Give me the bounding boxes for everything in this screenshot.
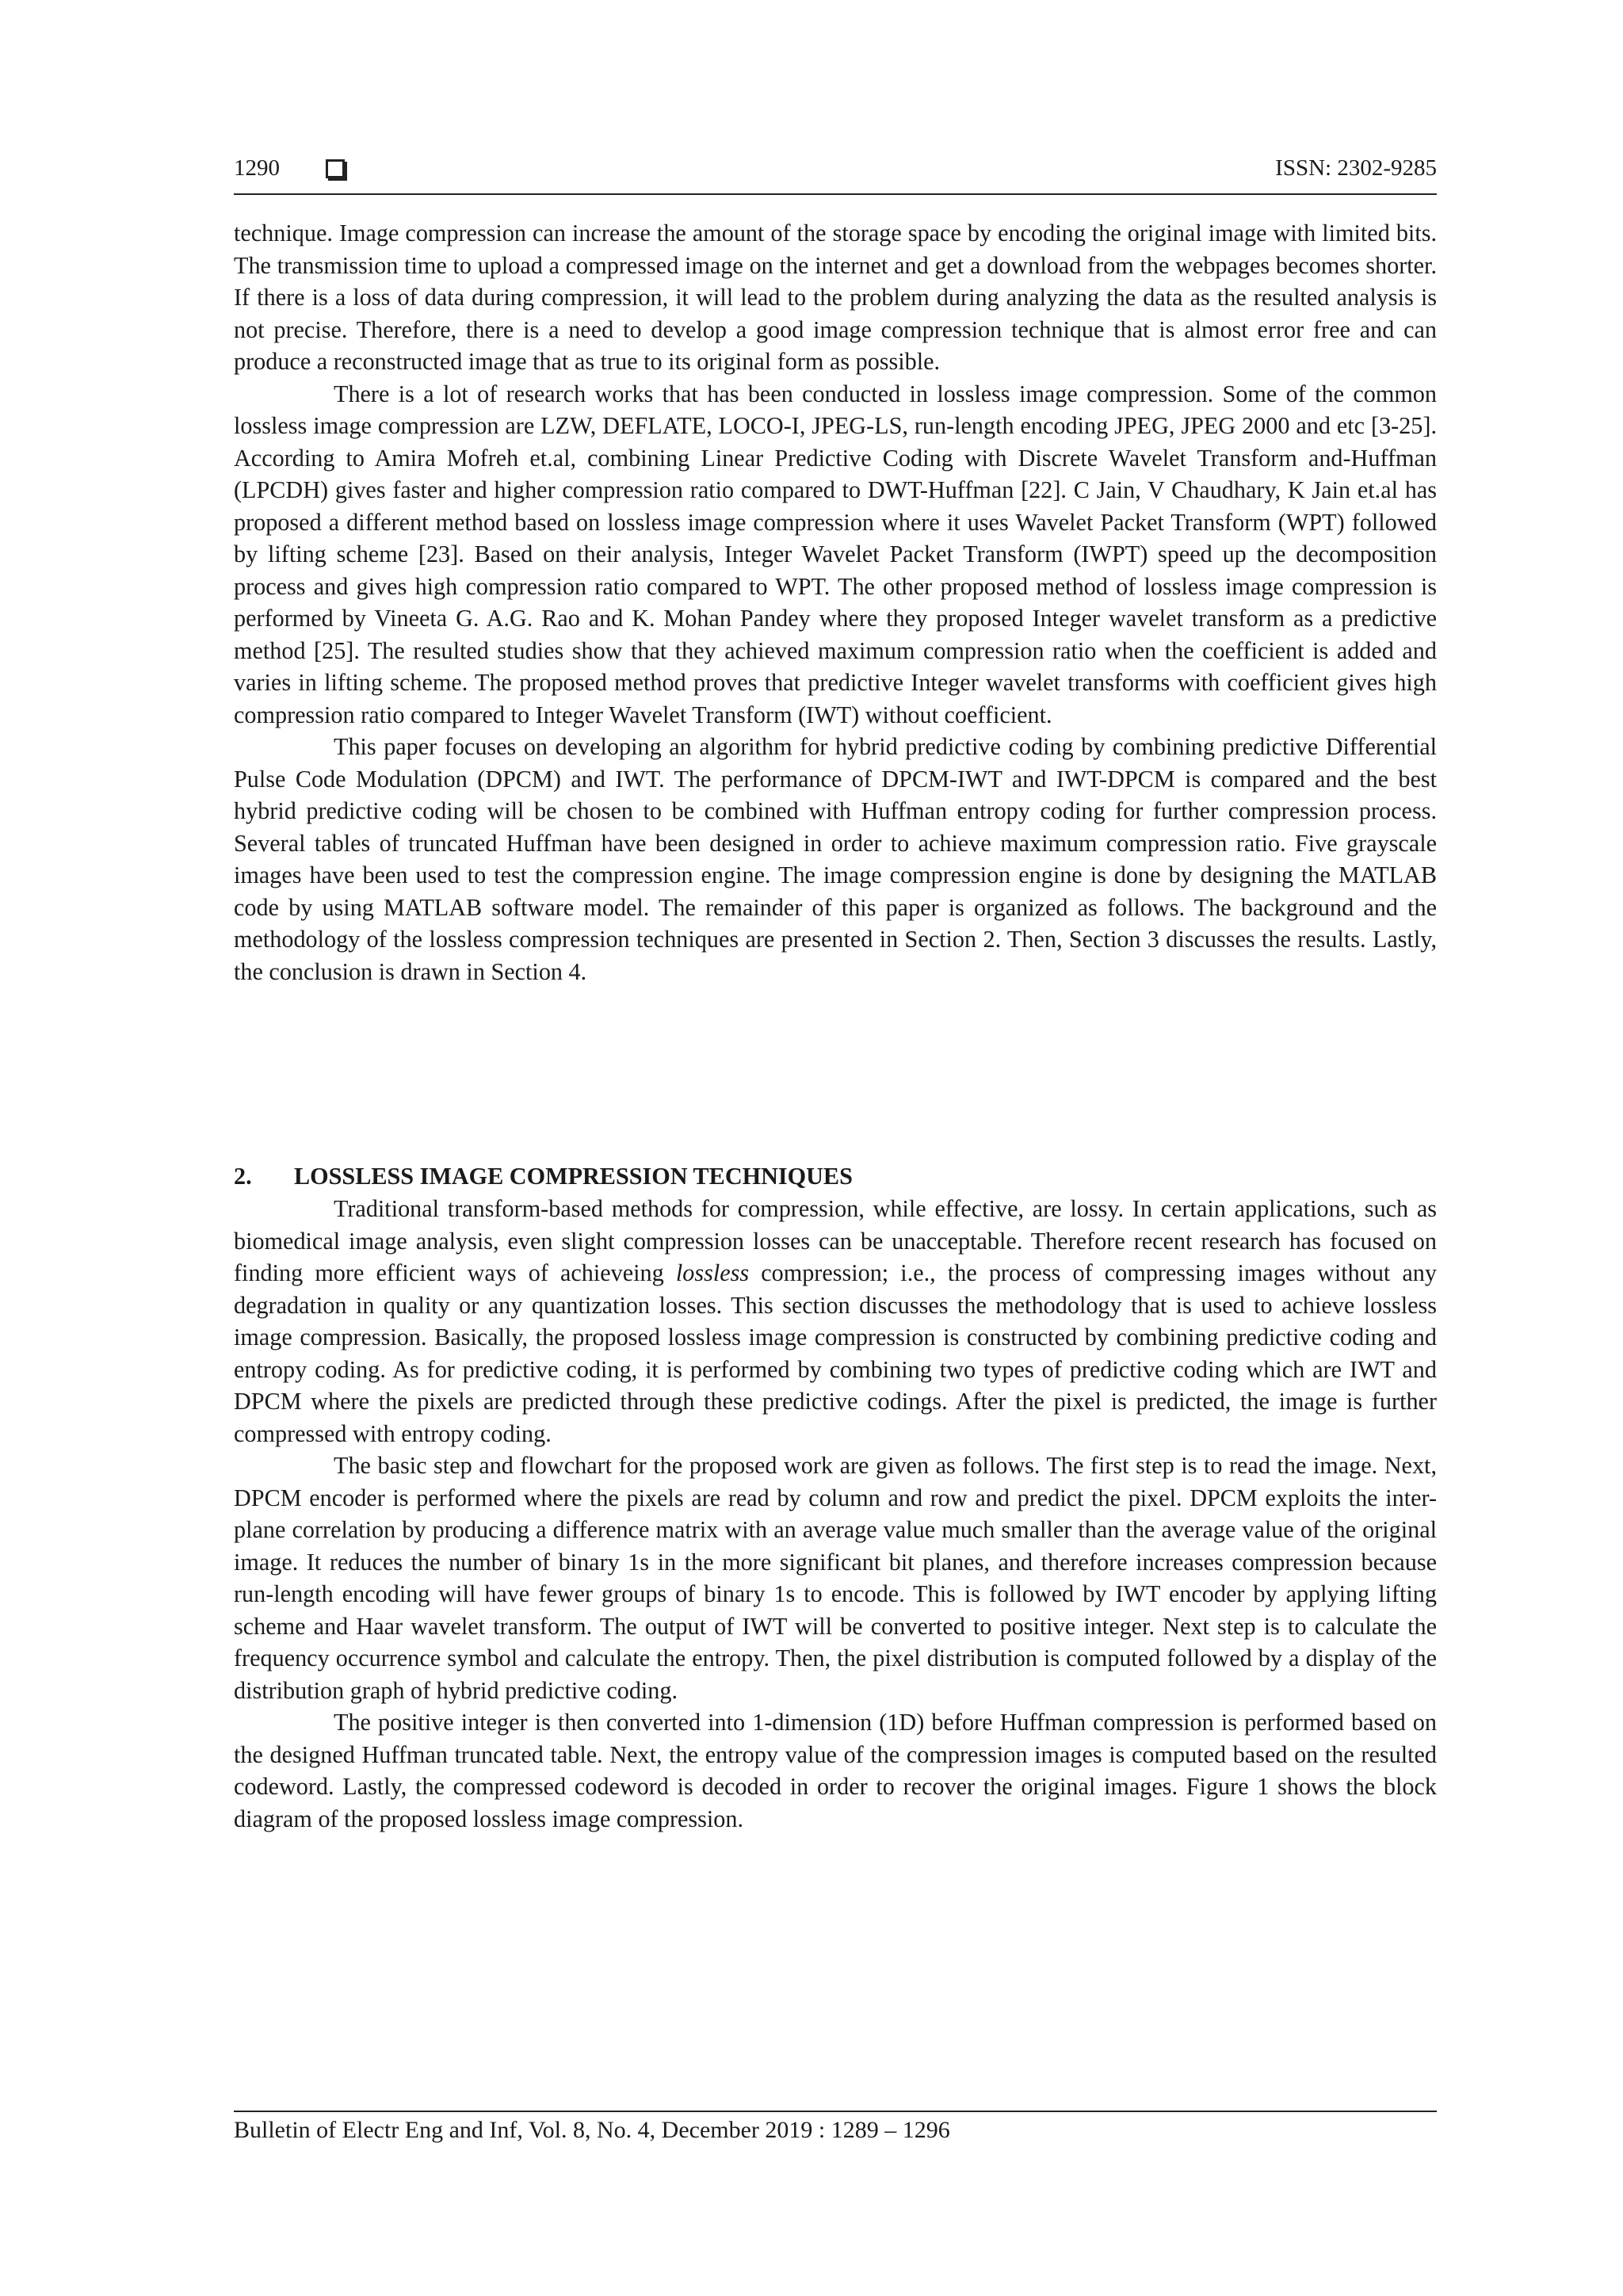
- emphasis-text: lossless: [675, 1259, 750, 1286]
- journal-citation: Bulletin of Electr Eng and Inf, Vol. 8, No. 4, December 2019 : 1289 – 1296: [234, 2117, 950, 2143]
- intro-paragraph-2: There is a lot of research works that has been conducted in lossless image compression. Some of the common lossless image compression are LZW, DEFLATE, LOCO-I, JPEG-LS, run-length encoding JPEG, JPEG 2000 and etc [3-25]. According to Amira Mofreh et.al, combining Linear Predictive Coding with Discrete Wavelet Transform and-Huffman (LPCDH) gives faster and higher compression ratio compared to DWT-Huffman [22]. C Jain, V Chaudhary, K Jain et.al has proposed a different method based on lossless image compression where it uses Wavelet Packet Transform (WPT) followed by lifting scheme [23]. Based on their analysis, Integer Wavelet Packet Transform (IWPT) speed up the decomposition process and gives high compression ratio compared to WPT. The other proposed method of lossless image compression is performed by Vineeta G. A.G. Rao and K. Mohan Pandey where they proposed Integer wavelet transform as a predictive method [25]. The resulted studies show that they achieved maximum compression ratio when the coefficient is added and varies in lifting scheme. The proposed method proves that predictive Integer wavelet transforms with coefficient gives high compression ratio compared to Integer Wavelet Transform (IWT) without coefficient.: [234, 380, 1437, 728]
- section-paragraph-3: The positive integer is then converted into 1-dimension (1D) before Huffman compression is performed based on the designed Huffman truncated table. Next, the entropy value of the compression images is computed based on the resulted codeword. Lastly, the compressed codeword is decoded in order to recover the original images. Figure 1 shows the block diagram of the proposed lossless image compression.: [234, 1709, 1437, 1832]
- page-number: 1290: [234, 155, 280, 181]
- page-footer: [234, 2111, 1437, 2144]
- section-paragraph-2: The basic step and flowchart for the proposed work are given as follows. The first step is to read the image. Next, DPCM encoder is performed where the pixels are read by column and row and predict the pixel. DPCM exploits the inter-plane correlation by producing a difference matrix with an average value much smaller than the average value of the original image. It reduces the number of binary 1s in the more significant bit planes, and therefore increases compression because run-length encoding will have fewer groups of binary 1s to encode. This is followed by IWT encoder by applying lifting scheme and Haar wavelet transform. The output of IWT will be converted to positive integer. Next step is to calculate the frequency occurrence symbol and calculate the entropy. Then, the pixel distribution is computed followed by a display of the distribution graph of hybrid predictive coding.: [234, 1452, 1437, 1704]
- paragraph-text: compression; i.e., the process of compressing images without any degradation in quality or any quantization losses. This section discusses the methodology that is used to achieve lossless image compression. Basically, the proposed lossless image compression is constructed by combining predictive coding and entropy coding. As for predictive coding, it is performed by combining two types of predictive coding which are IWT and DPCM where the pixels are predicted through these predictive codings. After the pixel is predicted, the image is further compressed with entropy coding.: [234, 1259, 1437, 1447]
- introduction-text: [234, 217, 1437, 988]
- section-title: LOSSLESS IMAGE COMPRESSION TECHNIQUES: [294, 1163, 853, 1190]
- intro-paragraph-3: This paper focuses on developing an algorithm for hybrid predictive coding by combining predictive Differential Pulse Code Modulation (DPCM) and IWT. The performance of DPCM-IWT and IWT-DPCM is compared and the best hybrid predictive coding will be chosen to be combined with Huffman entropy coding for further compression process. Several tables of truncated Huffman have been designed in order to achieve maximum compression ratio. Five grayscale images have been used to test the compression engine. The image compression engine is done by designing the MATLAB code by using MATLAB software model. The remainder of this paper is organized as follows. The background and the methodology of the lossless compression techniques are presented in Section 2. Then, Section 3 discusses the results. Lastly, the conclusion is drawn in Section 4.: [234, 733, 1437, 985]
- issn-label: ISSN: 2302-9285: [1275, 155, 1437, 181]
- section-paragraph-1: [234, 1193, 1437, 1450]
- section-number: 2.: [234, 1163, 252, 1190]
- checkbox-square-icon: [326, 159, 345, 178]
- section-heading: [234, 1160, 1437, 1193]
- section-2-text: [234, 1193, 1437, 1835]
- journal-page: [234, 0, 1437, 2296]
- intro-paragraph-1: technique. Image compression can increase the amount of the storage space by encoding the original image with limited bits. The transmission time to upload a compressed image on the internet and get a download from the webpages becomes shorter. If there is a loss of data during compression, it will lead to the problem during analyzing the data as the resulted analysis is not precise. Therefore, there is a need to develop a good image compression technique that is almost error free and can produce a reconstructed image that as true to its original form as possible.: [234, 220, 1437, 375]
- paragraph-text: Traditional transform-based methods for compression, while effective, are lossy. In certain applications, such as biomedical image analysis, even slight compression losses can be unacceptable. Therefore recent research has focused on finding more efficient ways of achieveing: [234, 1195, 1437, 1286]
- page-header: [234, 155, 1437, 195]
